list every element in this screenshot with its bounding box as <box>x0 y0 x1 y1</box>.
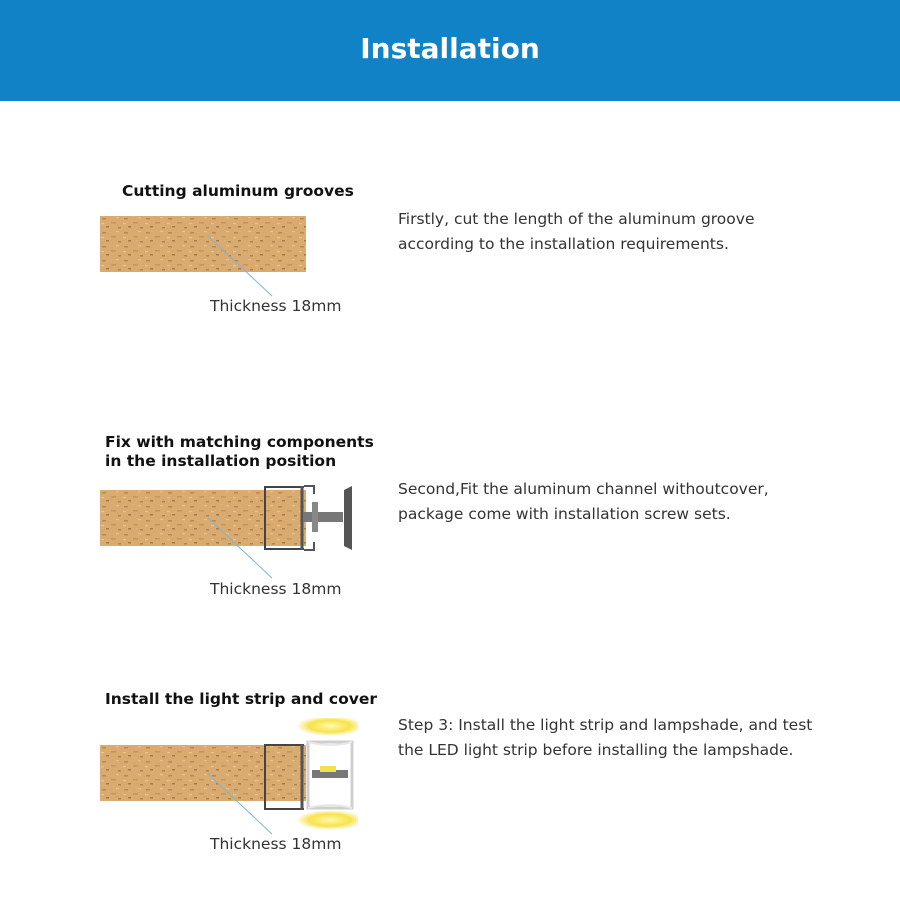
step-title-line: Cutting aluminum grooves <box>122 182 354 200</box>
thickness-label: Thickness 18mm <box>210 580 342 598</box>
step-title-line: Fix with matching components <box>105 433 374 451</box>
step-title-line: Install the light strip and cover <box>105 690 377 708</box>
description-line: Step 3: Install the light strip and lampshade, and test <box>398 716 813 734</box>
header-banner <box>0 0 900 101</box>
leader-line <box>200 230 280 300</box>
description-line: according to the installation requirements. <box>398 235 729 253</box>
description-line: Second,Fit the aluminum channel withoutcover, <box>398 480 769 498</box>
thickness-label: Thickness 18mm <box>210 835 342 853</box>
thickness-label: Thickness 18mm <box>210 297 342 315</box>
page-title: Installation <box>360 32 540 65</box>
step-description <box>398 713 812 763</box>
description-line: Firstly, cut the length of the aluminum groove <box>398 210 755 228</box>
description-line: package come with installation screw sets. <box>398 505 731 523</box>
step-title <box>105 433 374 471</box>
step-description <box>398 477 769 527</box>
leader-line <box>200 512 280 582</box>
step-title <box>122 182 354 201</box>
step-title-line: in the installation position <box>105 452 337 470</box>
step-description <box>398 207 755 257</box>
step-title <box>105 690 377 709</box>
leader-line <box>200 768 280 838</box>
description-line: the LED light strip before installing the lampshade. <box>398 741 794 759</box>
